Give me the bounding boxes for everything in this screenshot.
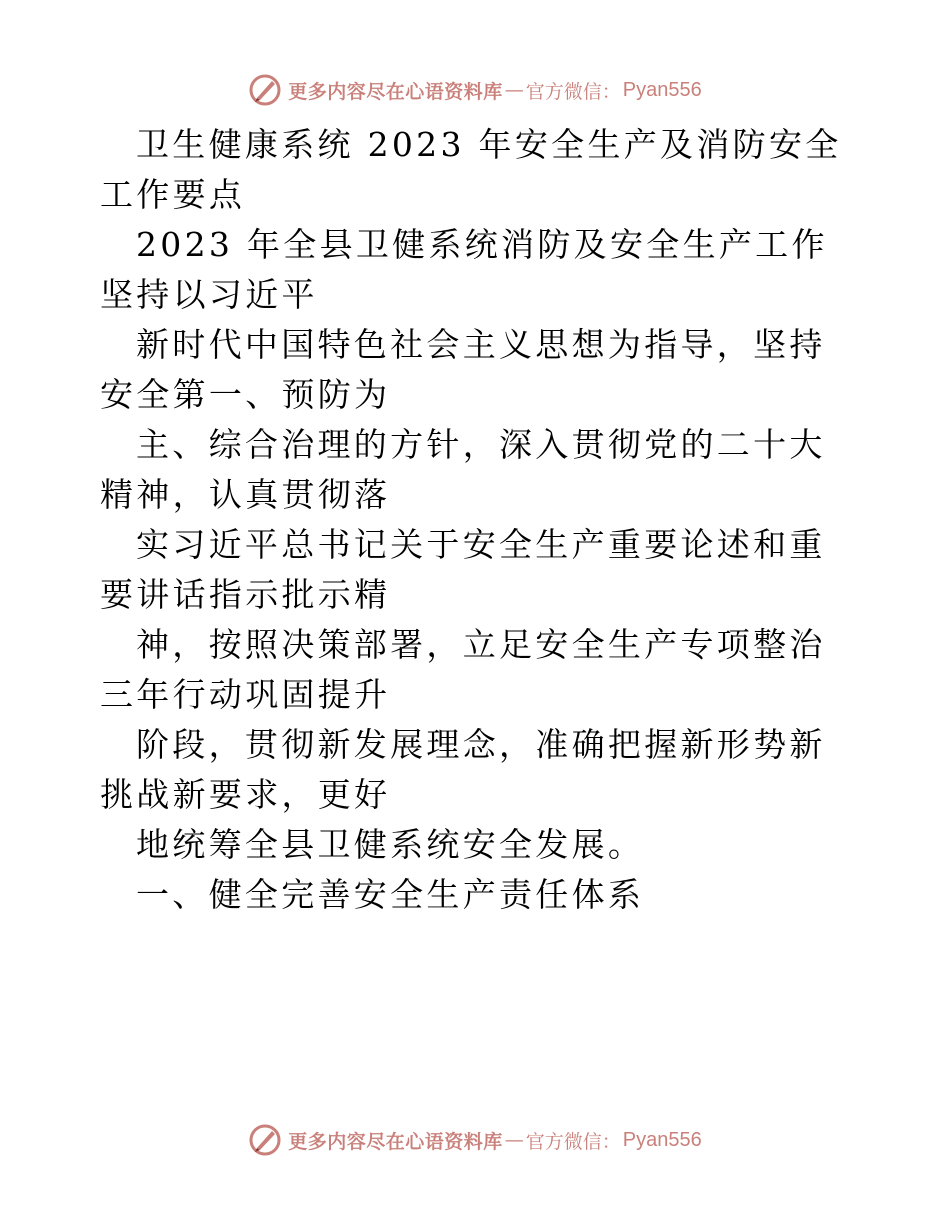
section-heading: 一、健全完善安全生产责任体系 bbox=[136, 875, 645, 914]
banner-wechat-id: Pyan556 bbox=[622, 78, 702, 101]
banner-separator: — bbox=[504, 79, 524, 101]
banner-separator: — bbox=[504, 1129, 524, 1151]
banner-wechat-id: Pyan556 bbox=[622, 1128, 702, 1151]
banner-site-text: 更多内容尽在心语资料库 bbox=[288, 1130, 503, 1153]
banner-site-text: 更多内容尽在心语资料库 bbox=[288, 80, 503, 103]
banner-wechat-label: 官方微信： bbox=[525, 80, 621, 103]
paragraph: 2023 年全县卫健系统消防及安全生产工作坚持以习近平 bbox=[100, 225, 828, 314]
banner-wechat-label: 官方微信： bbox=[525, 1130, 621, 1153]
paragraph: 新时代中国特色社会主义思想为指导，坚持安全第一、预防为 bbox=[100, 325, 826, 414]
quill-logo-icon bbox=[248, 1123, 282, 1157]
footer-banner bbox=[0, 1120, 950, 1160]
document-body bbox=[100, 120, 860, 920]
document-title: 卫生健康系统 2023 年安全生产及消防安全工作要点 bbox=[100, 125, 842, 214]
quill-logo-icon bbox=[248, 73, 282, 107]
paragraph: 神，按照决策部署，立足安全生产专项整治三年行动巩固提升 bbox=[100, 625, 826, 714]
paragraph: 主、综合治理的方针，深入贯彻党的二十大精神，认真贯彻落 bbox=[100, 425, 826, 514]
paragraph: 实习近平总书记关于安全生产重要论述和重要讲话指示批示精 bbox=[100, 525, 826, 614]
header-banner bbox=[0, 70, 950, 110]
paragraph: 地统筹全县卫健系统安全发展。 bbox=[136, 825, 645, 864]
paragraph: 阶段，贯彻新发展理念，准确把握新形势新挑战新要求，更好 bbox=[100, 725, 826, 814]
